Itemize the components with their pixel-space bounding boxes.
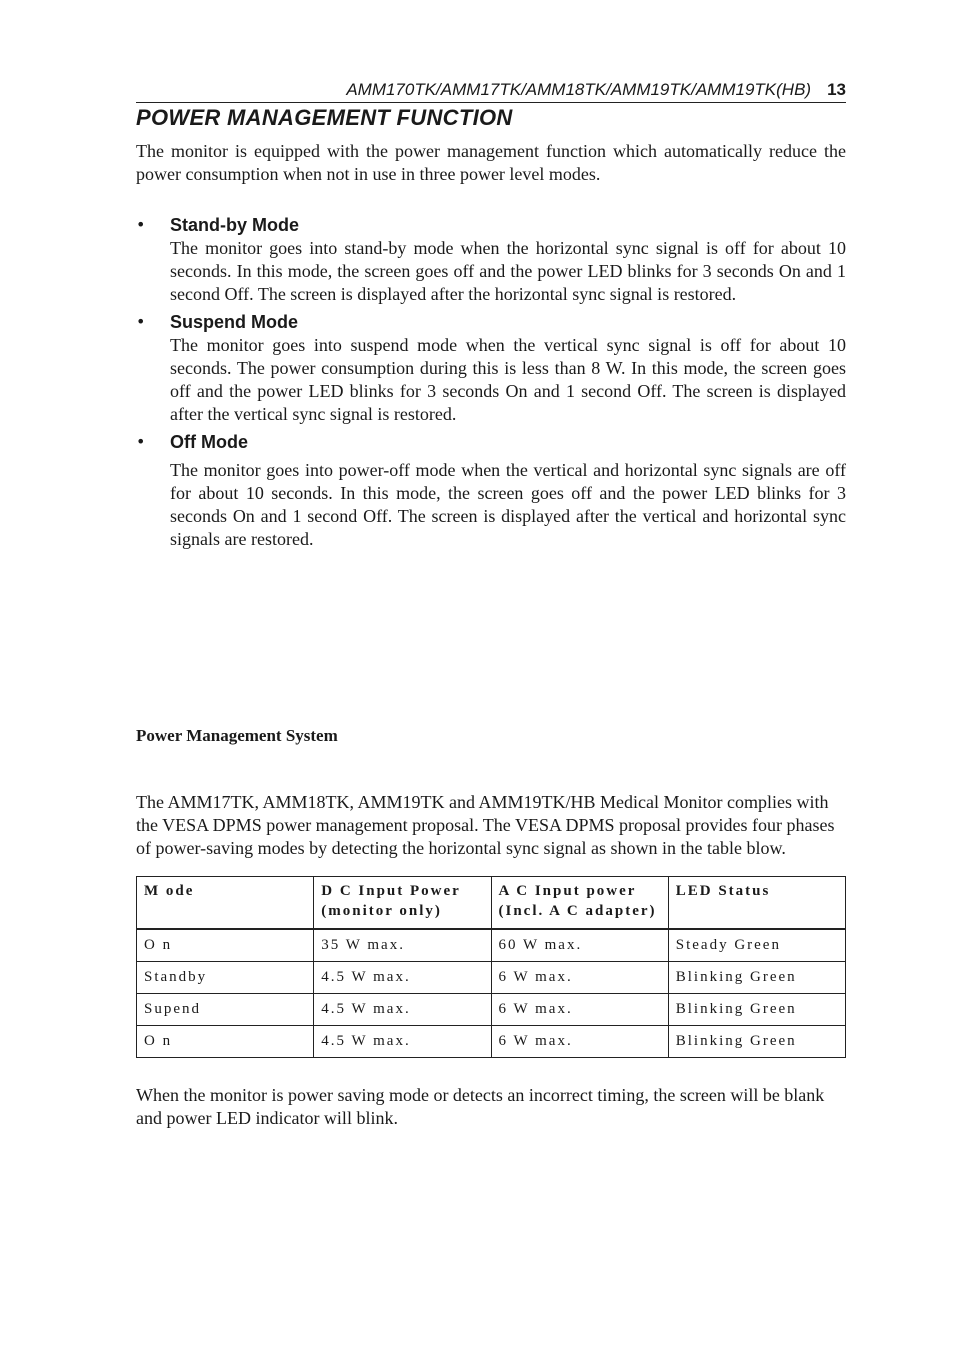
table-row xyxy=(137,962,846,994)
header-mode: M ode xyxy=(137,877,314,930)
header-ac-input-power xyxy=(491,877,668,930)
table-header-row xyxy=(137,877,846,930)
bullet: • xyxy=(136,312,146,331)
header-ac-line1: A C Input power xyxy=(498,883,637,899)
header-ac-line2: (Incl. A C adapter) xyxy=(498,903,657,919)
pms-title: Power Management System xyxy=(136,726,338,745)
cell-mode: Supend xyxy=(137,994,314,1026)
mode-description: The monitor goes into stand-by mode when the horizontal sync signal is off for about 10 seconds. In this mode, the screen goes off and the power LED blinks for 3 seconds On and 1 second Off. The screen is displayed after the horizontal sync signal is restored. xyxy=(170,238,846,304)
intro-paragraph: The monitor is equipped with the power management function which automatically reduce the power consumption when not in use in three power level modes. xyxy=(136,141,846,184)
bullet: • xyxy=(136,432,146,451)
cell-ac: 6 W max. xyxy=(491,994,668,1026)
page-number: 13 xyxy=(827,80,846,99)
header-models: AMM170TK/AMM17TK/AMM18TK/AMM19TK/AMM19TK(HB) xyxy=(346,80,812,99)
cell-led: Blinking Green xyxy=(668,1026,845,1058)
mode-heading: Stand-by Mode xyxy=(170,215,299,235)
pms-paragraph: The AMM17TK, AMM18TK, AMM19TK and AMM19TK/HB Medical Monitor complies with the VESA DPMS power management proposal. The VESA DPMS proposal provides four phases of power-saving modes by detecting the horizontal sync signal as shown in the table blow. xyxy=(136,792,835,858)
cell-ac: 6 W max. xyxy=(491,1026,668,1058)
cell-mode: O n xyxy=(137,929,314,962)
cell-ac: 60 W max. xyxy=(491,929,668,962)
cell-dc: 4.5 W max. xyxy=(314,962,491,994)
closing-paragraph: When the monitor is power saving mode or detects an incorrect timing, the screen will be blank and power LED indicator will blink. xyxy=(136,1085,825,1128)
table-row xyxy=(137,994,846,1026)
document-page xyxy=(136,80,846,1128)
cell-led: Blinking Green xyxy=(668,962,845,994)
header-led-status: LED Status xyxy=(668,877,845,930)
table-row xyxy=(137,1026,846,1058)
section-title: POWER MANAGEMENT FUNCTION xyxy=(136,105,513,130)
header-dc-line1: D C Input Power xyxy=(321,883,461,899)
cell-led: Steady Green xyxy=(668,929,845,962)
cell-dc: 4.5 W max. xyxy=(314,1026,491,1058)
table-row xyxy=(137,929,846,962)
mode-description: The monitor goes into suspend mode when the vertical sync signal is off for about 10 seconds. The power consumption during this is less than 8 W. In this mode, the screen goes off and the power LED blinks for 3 seconds On and 1 second Off. The screen is displayed after the vertical sync signal is restored. xyxy=(170,335,846,424)
mode-heading: Off Mode xyxy=(170,432,248,452)
running-header xyxy=(136,80,846,103)
bullet: • xyxy=(136,215,146,234)
mode-heading: Suspend Mode xyxy=(170,312,299,332)
cell-mode: O n xyxy=(137,1026,314,1058)
mode-description: The monitor goes into power-off mode when the vertical and horizontal sync signals are off for about 10 seconds. In this mode, the screen goes off and the power LED blinks for 3 seconds On and 1 second Off. The screen is displayed after the vertical and horizontal sync signals are restored. xyxy=(170,460,846,549)
cell-dc: 4.5 W max. xyxy=(314,994,491,1026)
cell-mode: Standby xyxy=(137,962,314,994)
header-dc-input-power xyxy=(314,877,491,930)
power-management-table xyxy=(136,876,846,1058)
header-dc-line2: (monitor only) xyxy=(321,903,442,919)
cell-ac: 6 W max. xyxy=(491,962,668,994)
cell-dc: 35 W max. xyxy=(314,929,491,962)
cell-led: Blinking Green xyxy=(668,994,845,1026)
